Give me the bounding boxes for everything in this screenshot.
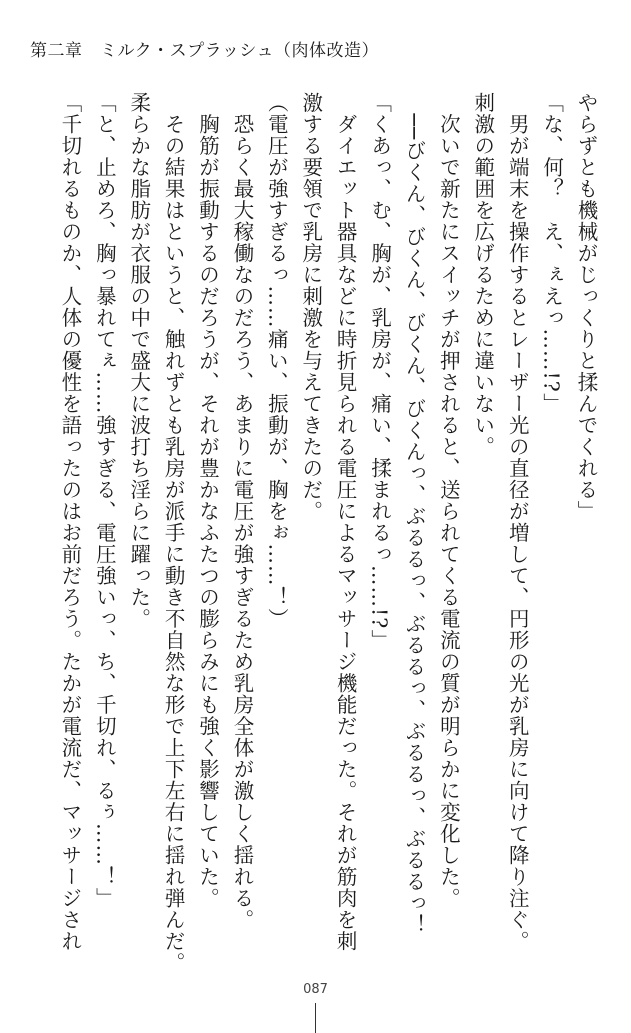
running-head: 第二章 ミルク・スプラッシュ（肉体改造）: [30, 41, 379, 61]
text-line: 「くあっ、む、胸が、乳房が、痛い、揉まれるっ……!?」: [367, 92, 392, 651]
text-line: （電圧が強すぎるっ……痛い、振動が、胸をぉ……！）: [264, 92, 289, 630]
text-line: その結果はというと、触れずとも乳房が派手に動き不自然な形で上下左右に揺れ弾んだ。: [161, 92, 186, 974]
text-line: 男が端末を操作するとレーザー光の直径が増して、円形の光が乳房に向けて降り注ぐ。: [505, 92, 530, 952]
body-text: [23, 92, 603, 974]
text-line: 次いで新たにスイッチが押されると、送られてくる電流の質が明らかに変化した。: [436, 92, 461, 909]
text-line: 柔らかな脂肪が衣服の中で盛大に波打ち淫らに躍った。: [126, 92, 151, 630]
page-number: 087: [303, 982, 328, 997]
text-line: 「千切れるものか、人体の優性を語ったのはお前だろう。たかが電流だ、マッサージされ: [57, 92, 82, 952]
text-line: 「と、止めろ、胸っ暴れてぇ……強すぎる、電圧強いっ、ち、千切れ、るぅ……！」: [92, 92, 117, 909]
page-number-rule: [315, 1003, 316, 1033]
text-line: 胸筋が振動するのだろうが、それが豊かなふたつの膨らみにも強く影響していた。: [195, 92, 220, 909]
text-line: 恐らく最大稼働なのだろう、あまりに電圧が強すぎるため乳房全体が激しく揺れる。: [229, 92, 254, 931]
text-line: 刺激の範囲を広げるために違いない。: [470, 92, 495, 458]
text-line: 激する要領で乳房に刺激を与えてきたのだ。: [298, 92, 323, 522]
first-line: やらずとも機械がじっくりと揉んでくれる」: [574, 92, 598, 522]
text-line: ダイエット器具などに時折見られる電圧によるマッサージ機能だった。それが筋肉を刺: [333, 92, 358, 952]
text-line: 「な、何？ え、ぇえっ……!?」: [539, 92, 564, 415]
text-line: ──びくん、びくん、びくん、びくんっ、ぶるるっ、ぶるるっ、ぶるるっ、ぶるるっ！: [401, 92, 426, 936]
